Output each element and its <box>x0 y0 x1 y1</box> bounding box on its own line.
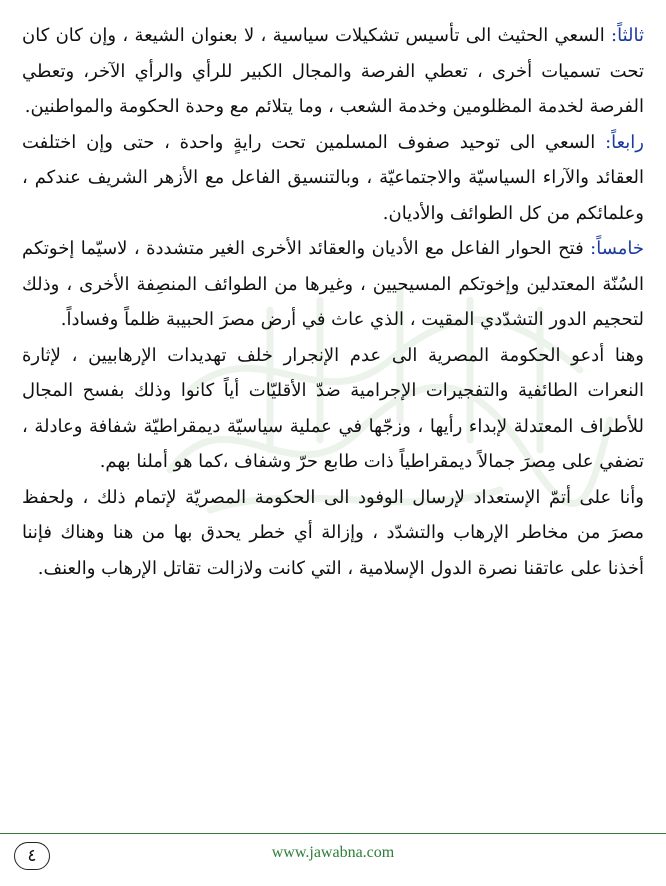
paragraph-fifth <box>22 231 644 338</box>
paragraph-call <box>22 338 644 480</box>
document-body <box>22 18 644 586</box>
paragraph-heading: ثالثاً: <box>611 25 644 46</box>
paragraph-heading: خامساً: <box>590 238 644 259</box>
website-link[interactable]: www.jawabna.com <box>271 844 395 861</box>
footer-divider <box>0 833 666 834</box>
paragraph-fourth <box>22 125 644 232</box>
paragraph-heading: رابعاً: <box>605 131 644 153</box>
paragraph-text: وهنا أدعو الحكومة المصرية الى عدم الإنجرار خلف تهديدات الإرهابيين ، لإثارة النعرات الطائفية والتفجيرات الإجرامية ضدّ الأقليّات أياً كانوا وذلك بفسح المجال للأطراف المعتدلة لإبداء رأيها ، وزجّها في عملية سياسيّة ديمقراطيّة شفافة وعادلة ، تضفي على مِصرَ جمالاً ديمقراطياً ذات طابع حرّ وشفاف ،كما هو أملنا بهم. <box>22 344 644 472</box>
paragraph-text: السعي الحثيث الى تأسيس تشكيلات سياسية ، لا بعنوان الشيعة ، وإن كان كان تحت تسميات أخرى ، تعطي الفرصة والمجال الكبير للرأي والرأي الآخر، وتعطي الفرصة لخدمة المظلومين وخدمة الشعب ، وما يتلائم مع وحدة الحكومة والمواطنين. <box>22 25 644 117</box>
paragraph-text: فتح الحوار الفاعل مع الأديان والعقائد الأخرى الغير متشددة ، لاسيّما إخوتكم السُنّة المعتدلين وإخوتكم المسيحيين ، وغيرها من الطوائف المنصِفة الأخرى ، وذلك لتحجيم الدور التشدّدي المقيت ، الذي عاث في أرض مصرَ الحبيبة ظلماً وفساداً. <box>22 238 644 330</box>
paragraph-third <box>22 18 644 125</box>
paragraph-readiness <box>22 480 644 587</box>
paragraph-text: وأنا على أتمّ الإستعداد لإرسال الوفود الى الحكومة المصريّة لإتمام ذلك ، ولحفظ مصرَ من مخاطر الإرهاب والتشدّد ، وإزالة أي خطر يحدق بها من هنا وهناك فإننا أخذنا على عاتقنا نصرة الدول الإسلامية ، التي كانت ولازالت تقاتل الإرهاب والعنف. <box>22 486 644 579</box>
page-number: ٤ <box>14 842 50 870</box>
paragraph-text: السعي الى توحيد صفوف المسلمين تحت رايةٍ واحدة ، حتى وإن اختلفت العقائد والآراء السياسيّة والاجتماعيّة ، وبالتنسيق الفاعل مع الأزهر الشريف عندكم ، وعلمائكم من كل الطوائف والأديان. <box>22 131 644 224</box>
